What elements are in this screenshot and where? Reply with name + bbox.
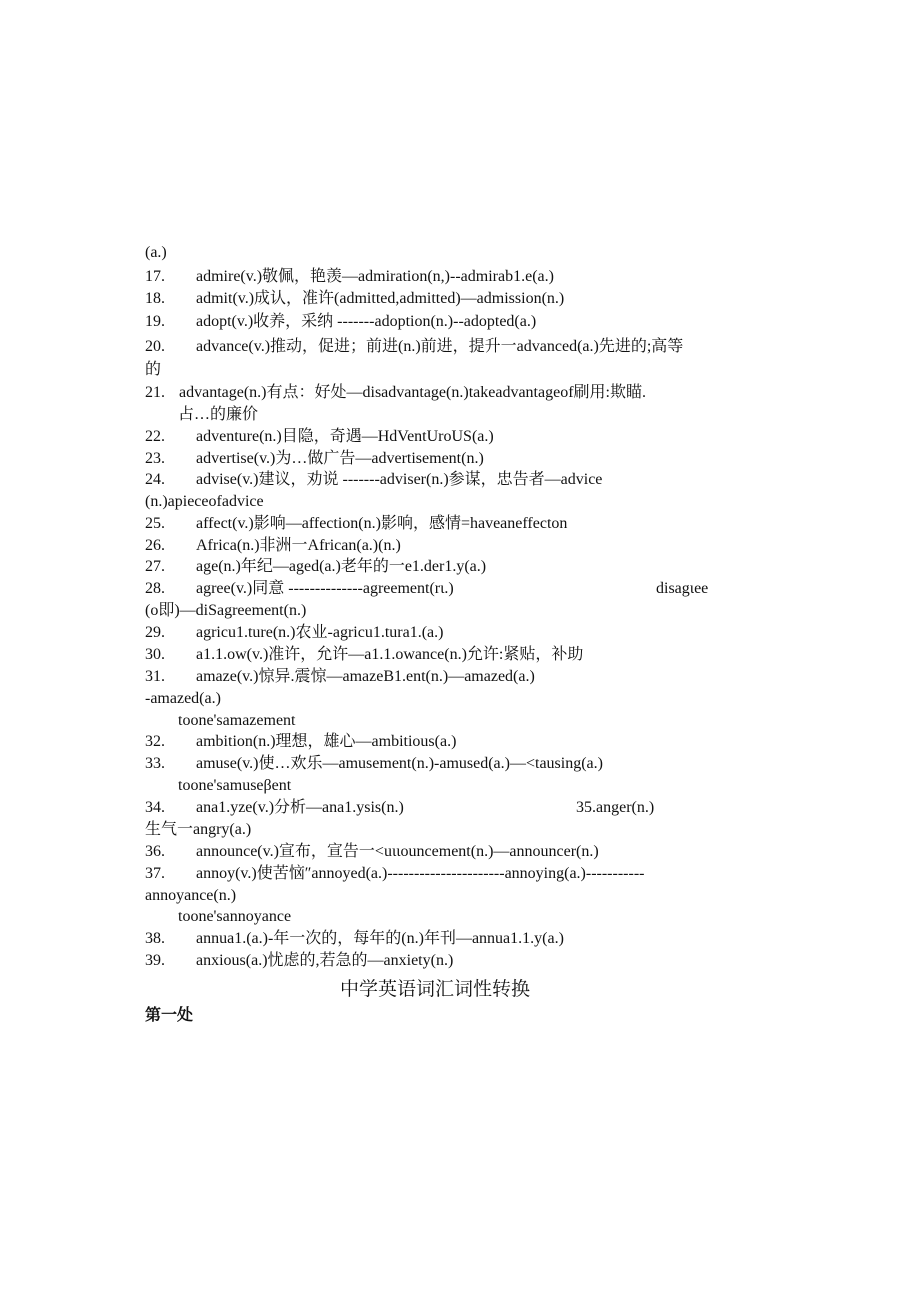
entry-39 bbox=[145, 951, 453, 971]
entry-34 bbox=[145, 798, 404, 818]
entry-text: ana1.yze(v.)分析—ana1.ysis(n.) bbox=[196, 799, 404, 816]
entry-20 bbox=[145, 337, 683, 357]
entry-text: amaze(v.)惊异.震惊—amazeB1.ent(n.)—amazed(a.) bbox=[196, 668, 535, 685]
entry-number: 20. bbox=[145, 338, 165, 355]
entry-text: annoy(v.)使苦恼″annoyed(a.)----------------------annoying(a.)----------- bbox=[196, 865, 645, 882]
entry-29 bbox=[145, 623, 443, 643]
entry-number: 25. bbox=[145, 515, 165, 532]
entry-27 bbox=[145, 557, 486, 577]
entry-number: 39. bbox=[145, 952, 165, 969]
entry-number: 21. bbox=[145, 384, 165, 401]
entry-37 bbox=[145, 864, 644, 884]
line-continuation bbox=[145, 243, 167, 263]
section-heading: 第一处 bbox=[145, 1005, 194, 1024]
line-text: 35.anger(n.) bbox=[576, 799, 655, 816]
entry-28-continuation bbox=[145, 601, 306, 621]
entry-number: 32. bbox=[145, 733, 165, 750]
entry-number: 22. bbox=[145, 428, 165, 445]
line-text: toone'samazement bbox=[178, 712, 296, 729]
entry-number: 27. bbox=[145, 558, 165, 575]
line-text: 的 bbox=[145, 361, 162, 378]
entry-number: 23. bbox=[145, 450, 165, 467]
line-text: toone'samuseβent bbox=[178, 777, 292, 794]
entry-number: 24. bbox=[145, 471, 165, 488]
entry-text: anxious(a.)忧虑的,若急的—anxiety(n.) bbox=[196, 952, 454, 969]
entry-text: advance(v.)推动，促进；前进(n.)前进，提升一advanced(a.)先进的;高等 bbox=[196, 338, 684, 355]
entry-21 bbox=[145, 383, 646, 403]
entry-text: advise(v.)建议，劝说 -------adviser(n.)参谋，忠告者—advice bbox=[196, 471, 603, 488]
line-text: disagιee bbox=[656, 580, 709, 597]
entry-text: Africa(n.)非洲一African(a.)(n.) bbox=[196, 537, 401, 554]
entry-text: a1.1.ow(v.)准许，允许—a1.1.owance(n.)允许:紧贴，补助 bbox=[196, 646, 584, 663]
entry-text: advertise(v.)为…做广告—advertisement(n.) bbox=[196, 450, 484, 467]
entry-35-continuation bbox=[145, 820, 251, 840]
entry-number: 31. bbox=[145, 668, 165, 685]
entry-text: announce(v.)宣布，宣告一<uιιouncement(n.)—announcer(n.) bbox=[196, 843, 599, 860]
entry-32 bbox=[145, 732, 456, 752]
entry-35 bbox=[576, 798, 654, 818]
entry-text: admit(v.)成认，准许(admitted,admitted)—admission(n.) bbox=[196, 290, 565, 307]
entry-33 bbox=[145, 754, 603, 774]
entry-31 bbox=[145, 667, 535, 687]
entry-30 bbox=[145, 645, 583, 665]
page-heading: 中学英语词汇词性转换 bbox=[340, 978, 531, 1000]
entry-number: 29. bbox=[145, 624, 165, 641]
entry-text: age(n.)年纪—aged(a.)老年的一e1.der1.y(a.) bbox=[196, 558, 487, 575]
entry-text: agree(v.)同意 --------------agreement(rι.) bbox=[196, 580, 454, 597]
entry-25 bbox=[145, 514, 567, 534]
line-text: 占…的廉价 bbox=[178, 406, 259, 423]
entry-24 bbox=[145, 470, 602, 490]
entry-number: 33. bbox=[145, 755, 165, 772]
entry-36 bbox=[145, 842, 599, 862]
line-text: toone'sannoyance bbox=[178, 908, 292, 925]
entry-text: amuse(v.)使…欢乐—amusement(n.)-amused(a.)—<tausing(a.) bbox=[196, 755, 603, 772]
entry-number: 34. bbox=[145, 799, 165, 816]
entry-38 bbox=[145, 929, 564, 949]
entry-33-example bbox=[178, 776, 291, 796]
entry-text: adopt(v.)收养，采纳 -------adoption(n.)--adopted(a.) bbox=[196, 313, 537, 330]
entry-text: adventure(n.)目隐，奇遇—HdVentUroUS(a.) bbox=[196, 428, 494, 445]
entry-24-continuation bbox=[145, 492, 264, 512]
entry-number: 38. bbox=[145, 930, 165, 947]
line-text: 生气一angry(a.) bbox=[145, 821, 252, 838]
entry-number: 30. bbox=[145, 646, 165, 663]
line-text: -amazed(a.) bbox=[145, 690, 221, 707]
entry-37-continuation bbox=[145, 886, 236, 906]
entry-17 bbox=[145, 267, 554, 287]
line-text: (o即)—diSagreement(n.) bbox=[145, 602, 307, 619]
entry-28-right bbox=[656, 579, 708, 599]
entry-number: 26. bbox=[145, 537, 165, 554]
entry-23 bbox=[145, 449, 484, 469]
entry-number: 28. bbox=[145, 580, 165, 597]
entry-37-example bbox=[178, 907, 291, 927]
line-text: (n.)apieceofadvice bbox=[145, 493, 264, 510]
entry-text: agricu1.ture(n.)农业-agricu1.tura1.(a.) bbox=[196, 624, 444, 641]
entry-31-example bbox=[178, 711, 296, 731]
entry-19 bbox=[145, 312, 536, 332]
entry-22 bbox=[145, 427, 494, 447]
line-text: (a.) bbox=[145, 244, 167, 261]
line-text: annoyance(n.) bbox=[145, 887, 237, 904]
entry-20-continuation bbox=[145, 360, 161, 380]
entry-31-continuation bbox=[145, 689, 221, 709]
entry-text: affect(v.)影响—affection(n.)影响，感情=haveaneffecton bbox=[196, 515, 568, 532]
entry-26 bbox=[145, 536, 401, 556]
entry-text: annua1.(a.)-年一次的，每年的(n.)年刊—annua1.1.y(a.) bbox=[196, 930, 564, 947]
entry-number: 19. bbox=[145, 313, 165, 330]
entry-text: admire(v.)敬佩，艳羡—admiration(n,)--admirab1.e(a.) bbox=[196, 268, 554, 285]
entry-21-continuation bbox=[178, 405, 258, 425]
entry-number: 36. bbox=[145, 843, 165, 860]
entry-28 bbox=[145, 579, 454, 599]
entry-number: 37. bbox=[145, 865, 165, 882]
entry-number: 17. bbox=[145, 268, 165, 285]
entry-text: ambition(n.)理想，雄心—ambitious(a.) bbox=[196, 733, 457, 750]
entry-number: 18. bbox=[145, 290, 165, 307]
entry-text: advantage(n.)有点：好处—disadvantage(n.)takeadvantageof刷用:欺瞄. bbox=[179, 384, 646, 401]
entry-18 bbox=[145, 289, 564, 309]
